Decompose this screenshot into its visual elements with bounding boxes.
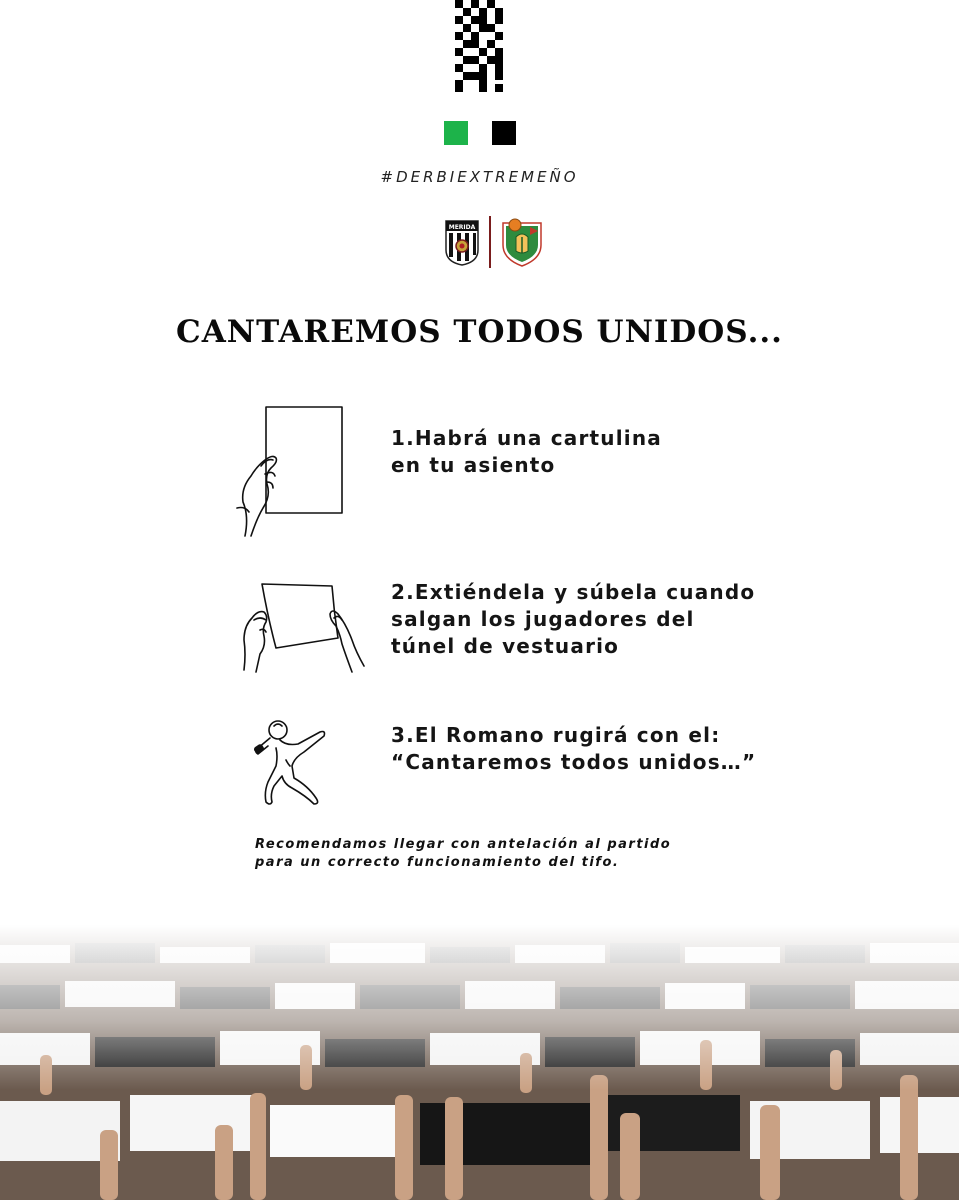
black-square [492,121,516,145]
hand-holding-card-icon [235,404,347,538]
step-3-line-2: “Cantaremos todos unidos…” [391,750,757,774]
step-1-line-2: en tu asiento [391,453,556,477]
step-1-line-1: 1.Habrá una cartulina [391,426,662,450]
footnote-line-1: Recomendamos llegar con antelación al partido [255,837,672,852]
crest-divider [489,216,491,268]
step-2-text [391,579,755,660]
hashtag: #DERBIEXTREMEÑO [380,168,579,186]
main-title: CANTAREMOS TODOS UNIDOS... [176,314,783,350]
crowd-holding-cards-photo [0,925,959,1200]
footnote-line-2: para un correcto funcionamiento del tifo. [255,855,620,870]
step-2-line-3: túnel de vestuario [391,634,620,658]
step-1-text [391,425,662,479]
step-3-text [391,722,756,776]
checker-pattern-logo [455,0,503,92]
green-square [444,121,468,145]
extremadura-crest-icon [500,217,544,267]
merida-crest-text: MERIDA [448,224,476,231]
step-2-line-1: 2.Extiéndela y súbela cuando [391,580,756,604]
step-2-line-2: salgan los jugadores del [391,607,695,631]
step-3-line-1: 3.El Romano rugirá con el: [391,723,721,747]
footnote [255,836,671,872]
singer-with-microphone-icon [250,716,328,808]
hands-stretching-card-icon [240,578,370,674]
merida-crest-icon [445,220,479,266]
